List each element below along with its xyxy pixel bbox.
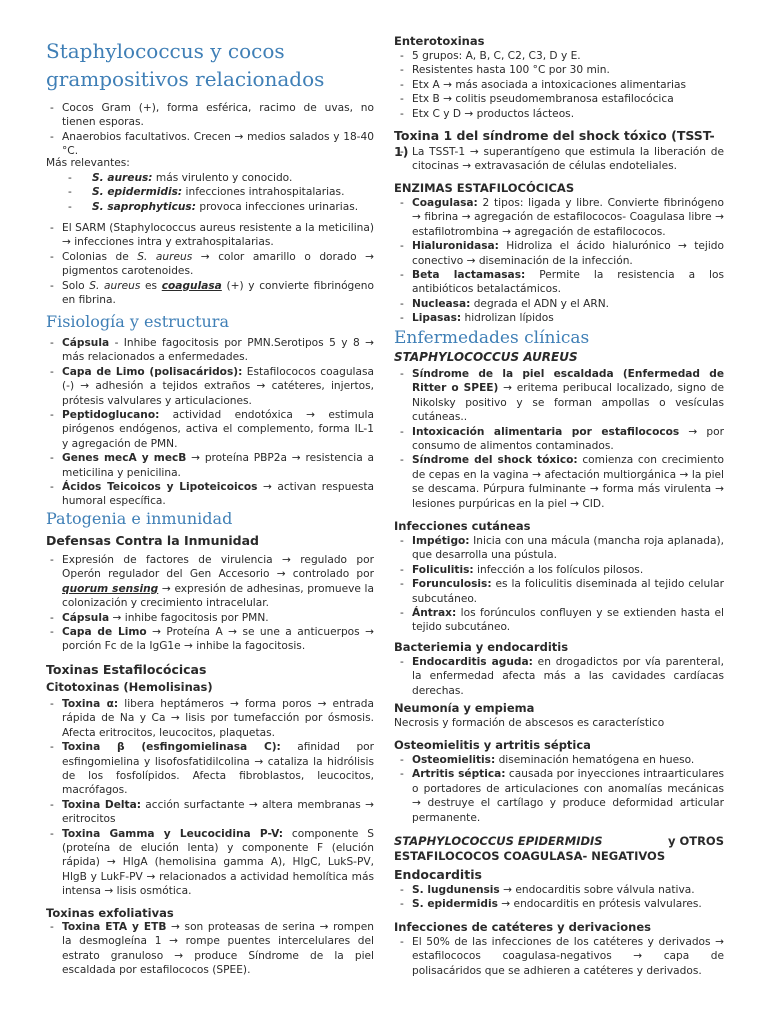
- list-item: - Síndrome del shock tóxico: comienza con crecimiento de cepas en la vagina → afectación multiorgánica → la piel se descama. Púrpura fulminante → forma más virulenta → lesiones purpúricas en la piel → CID.: [394, 453, 724, 511]
- list-item: - Toxina ETA y ETB → son proteasas de serina → rompen la desmogleína 1 → rompe puentes intercelulares del estrato granuloso → produce Síndrome de la piel escaldada por estafilococos (SPEE).: [44, 920, 374, 978]
- list-item: - Forunculosis: es la foliculitis diseminada al tejido celular subcutáneo.: [394, 577, 724, 606]
- subheading-enterotoxinas: Enterotoxinas: [394, 34, 485, 48]
- list-item: - S. aureus: más virulento y conocido.: [44, 171, 374, 185]
- list-item: - Capa de Limo (polisacáridos): Estafilococos coagulasa (-) → adhesión a tejidos extraños → catéteres, injertos, prótesis valvulares y articulaciones.: [44, 365, 374, 408]
- list-item: - Cocos Gram (+), forma esférica, racimo de uvas, no tienen esporas.: [44, 101, 374, 130]
- subheading-defensas: Defensas Contra la Inmunidad: [46, 533, 259, 548]
- list-item: - Capa de Limo → Proteína A → se une a anticuerpos → porción Fc de la IgG1e → inhibe la fagocitosis.: [44, 625, 374, 654]
- list-item: - S. saprophyticus: provoca infecciones urinarias.: [44, 200, 374, 214]
- list-item: - Nucleasa: degrada el ADN y el ARN.: [394, 297, 724, 311]
- list-item: - S. lugdunensis → endocarditis sobre válvula nativa.: [394, 883, 724, 897]
- subheading-exfoliativas: Toxinas exfoliativas: [46, 906, 174, 920]
- list-item: - Cápsula - Inhibe fagocitosis por PMN.Serotipos 5 y 8 → más relacionados a enfermedades.: [44, 336, 374, 365]
- list-item: - Expresión de factores de virulencia → regulado por Operón regulador del Gen Accesorio → controlado por quorum sensing → expresión de adhesinas, promueve la colonización y crecimiento intracelular.: [44, 553, 374, 611]
- list-item: - Solo S. aureus es coagulasa (+) y convierte fibrinógeno en fibrina.: [44, 279, 374, 308]
- osteomielitis-list: [394, 753, 724, 825]
- subheading-cateteres: Infecciones de catéteres y derivaciones: [394, 920, 651, 934]
- citotoxinas-list: [44, 697, 374, 899]
- list-item: - Anaerobios facultativos. Crecen → medios salados y 18-40 °C.: [44, 130, 374, 159]
- subheading-bacteriemia: Bacteriemia y endocarditis: [394, 640, 569, 654]
- list-item: - S. epidermidis: infecciones intrahospitalarias.: [44, 185, 374, 199]
- section-title-enfermedades: Enfermedades clínicas: [394, 328, 590, 348]
- list-item: - Etx C y D → productos lácteos.: [394, 107, 724, 121]
- enterotoxinas-list: [394, 49, 724, 121]
- subheading-citotoxinas: Citotoxinas (Hemolisinas): [46, 680, 213, 694]
- subheading-toxinas: Toxinas Estafilocócicas: [46, 662, 207, 677]
- list-item: - Foliculitis: infección a los folículos pilosos.: [394, 563, 724, 577]
- defensas-list: [44, 553, 374, 654]
- list-item: - Cápsula → inhibe fagocitosis por PMN.: [44, 611, 374, 625]
- bacteriemia-list: [394, 655, 724, 698]
- list-item: - Lipasas: hidrolizan lípidos: [394, 311, 724, 325]
- list-item: - Artritis séptica: causada por inyecciones intraarticulares o portadores de articulaciones con anomalías mecánicas → destruye el cartílago y produce deformidad articular permanente.: [394, 767, 724, 825]
- subheading-osteomielitis: Osteomielitis y artritis séptica: [394, 738, 591, 752]
- fisio-list: [44, 336, 374, 509]
- aureus-list: [394, 367, 724, 511]
- list-item: - Peptidoglucano: actividad endotóxica → estimula pirógenos endógenos, activa el complemento, forma IL-1 y agregación de PMN.: [44, 408, 374, 451]
- subheading-endocarditis: Endocarditis: [394, 867, 482, 882]
- list-item: - Osteomielitis: diseminación hematógena en hueso.: [394, 753, 724, 767]
- subheading-epidermidis: STAPHYLOCOCCUS EPIDERMIDIS y OTROS ESTAFILOCOCOS COAGULASA- NEGATIVOS: [394, 834, 724, 863]
- list-item: - Hialuronidasa: Hidroliza el ácido hialurónico → tejido conectivo → diseminación de la infección.: [394, 239, 724, 268]
- list-item: - Toxina Gamma y Leucocidina P-V: componente S (proteína de elución lenta) y componente F (elución rápida) → HlgA (hemolisina gamma A), HlgC, LukS-PV, HlgB y LukF-PV → relacionados a actividad hemolítica más intensa → lisis osmótica.: [44, 827, 374, 899]
- list-item: - El SARM (Staphylococcus aureus resistente a la meticilina) → infecciones intra y extrahospitalarias.: [44, 221, 374, 250]
- section-title-patogenia: Patogenia e inmunidad: [46, 509, 233, 528]
- relevant-label: Más relevantes:: [46, 157, 130, 169]
- intro-list: [44, 101, 374, 159]
- subheading-tsst: Toxina 1 del síndrome del shock tóxico (TSST-1): [394, 128, 715, 159]
- list-item: - Impétigo: Inicia con una mácula (mancha roja aplanada), que desarrolla una pústula.: [394, 534, 724, 563]
- list-item: - 5 grupos: A, B, C, C2, C3, D y E.: [394, 49, 724, 63]
- subheading-cutaneas: Infecciones cutáneas: [394, 519, 531, 533]
- subheading-staph-aureus: STAPHYLOCOCCUS AUREUS: [394, 350, 578, 364]
- list-item: - La TSST-1 → superantígeno que estimula la liberación de citocinas → extravasación de células endoteliales.: [394, 145, 724, 174]
- subheading-enzimas: ENZIMAS ESTAFILOCÓCICAS: [394, 181, 575, 195]
- list-item: - Ácidos Teicoicos y Lipoteicoicos → activan respuesta humoral específica.: [44, 480, 374, 509]
- list-item: - Endocarditis aguda: en drogadictos por vía parenteral, la enfermedad afecta más a las cavidades cardíacas derechas.: [394, 655, 724, 698]
- list-item: - Etx B → colitis pseudomembranosa estafilocócica: [394, 92, 724, 106]
- list-item: - S. epidermidis → endocarditis en prótesis valvulares.: [394, 897, 724, 911]
- list-item: - Beta lactamasas: Permite la resistencia a los antibióticos betalactámicos.: [394, 268, 724, 297]
- page-title: Staphylococcus y cocos grampositivos relacionados: [46, 39, 325, 91]
- species-list: [44, 171, 374, 214]
- list-item: - Toxina Delta: acción surfactante → altera membranas → eritrocitos: [44, 798, 374, 827]
- cateteres-list: [394, 935, 724, 978]
- list-item: - Toxina α: libera heptámeros → forma poros → entrada rápida de Na y Ca → lisis por tumefacción por ósmosis. Afecta eritrocitos, leucocitos, plaquetas.: [44, 697, 374, 740]
- neumonia-text: Necrosis y formación de abscesos es característico: [394, 717, 665, 729]
- exfoliativas-list: [44, 920, 374, 978]
- tsst-list: [394, 145, 724, 174]
- list-item: - Colonias de S. aureus → color amarillo o dorado → pigmentos carotenoides.: [44, 250, 374, 279]
- cutaneas-list: [394, 534, 724, 635]
- list-item: - Etx A → más asociada a intoxicaciones alimentarias: [394, 78, 724, 92]
- endocarditis-list: [394, 883, 724, 912]
- list-item: - Intoxicación alimentaria por estafilococos → por consumo de alimentos contaminados.: [394, 425, 724, 454]
- list-item: - Toxina β (esfingomielinasa C): afinidad por esfingomielina y lisofosfatidilcolina → cataliza la hidrólisis de los fosfolípidos. Afecta fibroblastos, leucocitos, macrófagos.: [44, 740, 374, 798]
- subheading-neumonia: Neumonía y empiema: [394, 701, 535, 715]
- section-title-fisiologia: Fisiología y estructura: [46, 312, 229, 331]
- list-item: - Coagulasa: 2 tipos: ligada y libre. Convierte fibrinógeno → fibrina → agregación de estafilococos- Coagulasa libre → estafilotrombina → agregación de estafilococos.: [394, 196, 724, 239]
- enzimas-list: [394, 196, 724, 326]
- list-item: - Genes mecA y mecB → proteína PBP2a → resistencia a meticilina y penicilina.: [44, 451, 374, 480]
- list-item: - Ántrax: los forúnculos confluyen y se extienden hasta el tejido subcutáneo.: [394, 606, 724, 635]
- list-item: - Síndrome de la piel escaldada (Enfermedad de Ritter o SPEE) → eritema peribucal localizado, signo de Nikolsky positivo y se forman ampollas o vesículas cutáneas..: [394, 367, 724, 425]
- features-list: [44, 221, 374, 307]
- list-item: - El 50% de las infecciones de los catéteres y derivados → estafilococos coagulasa-negativos → capa de polisacáridos que se adhieren a catéteres y derivados.: [394, 935, 724, 978]
- list-item: - Resistentes hasta 100 °C por 30 min.: [394, 63, 724, 77]
